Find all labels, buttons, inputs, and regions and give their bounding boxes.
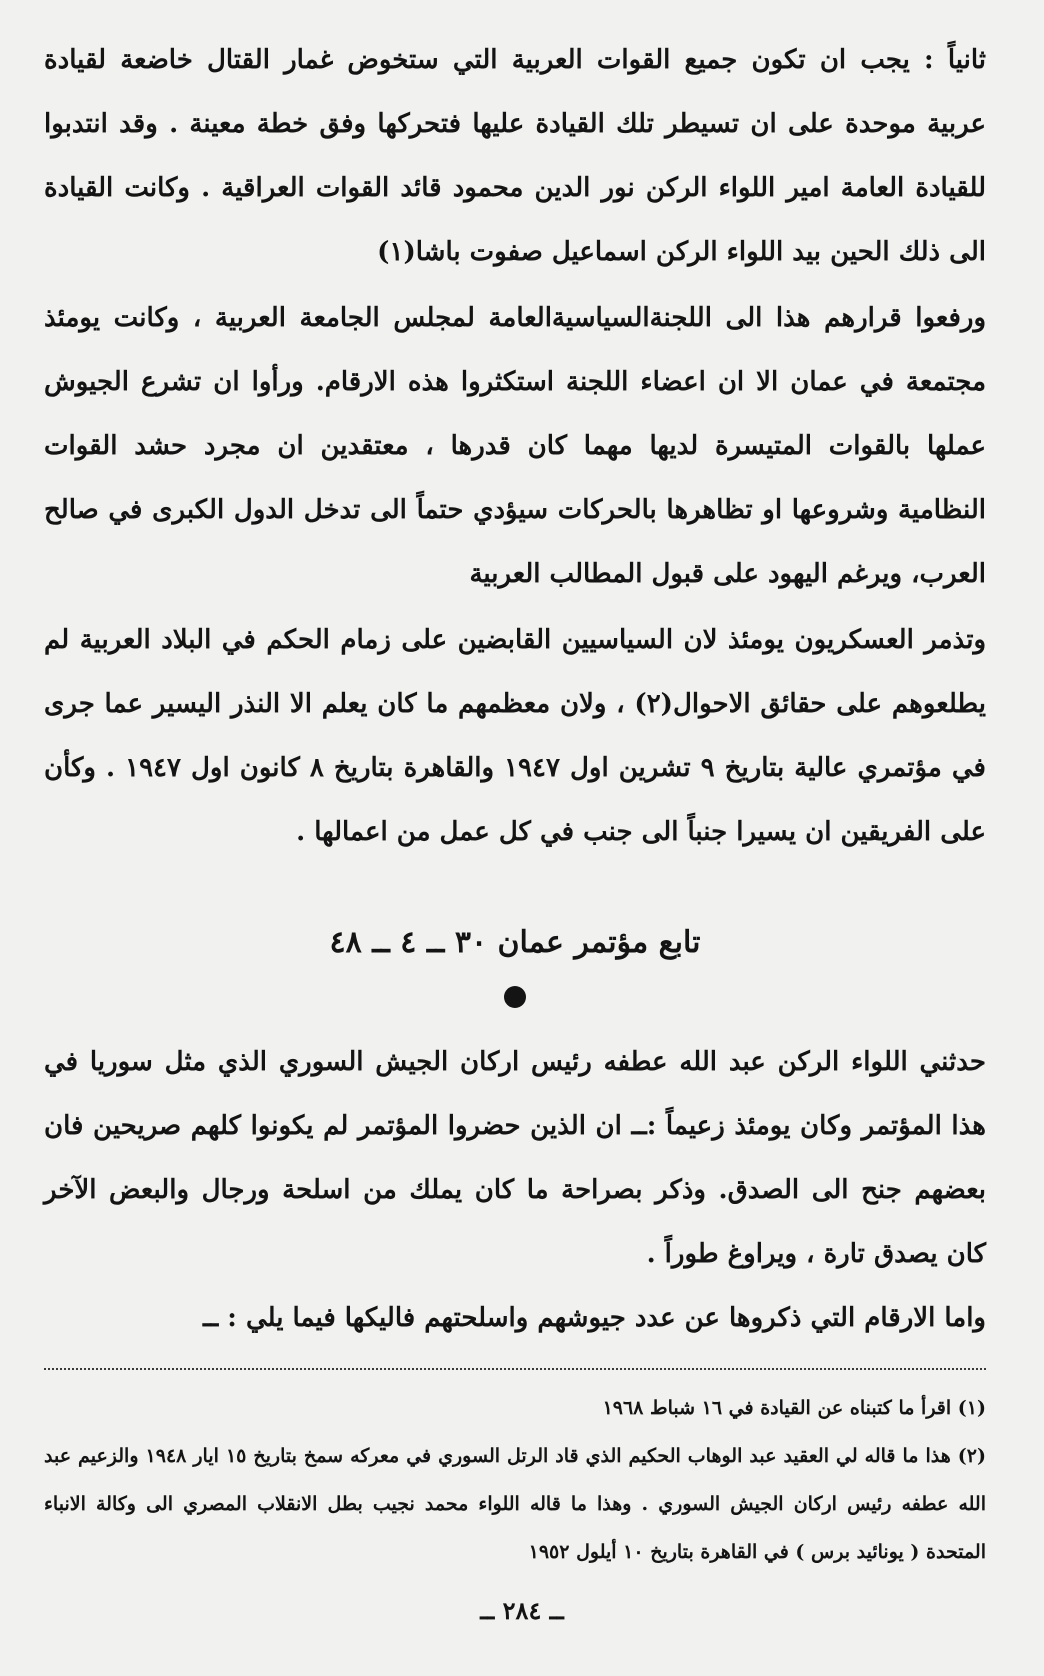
page-number: ــ ٢٨٤ ــ xyxy=(480,1596,564,1625)
footnote-1: (١) اقرأ ما كتبناه عن القيادة في ١٦ شباط ١٩٦٨ xyxy=(602,1397,986,1419)
footnote-2: (٢) هذا ما قاله لي العقيد عبد الوهاب الحكيم الذي قاد الرتل السوري في معركه سمخ بتاريخ ١٥ ايار ١٩٤٨ والزعيم عبد الله عطفه رئيس اركان الجيش السوري . وهذا ما قاله اللواء محمد نجيب بطل الانقلاب المصري الى وكالة الانباء المتحدة ( يونائيد برس ) في القاهرة بتاريخ ١٠ أيلول ١٩٥٢ xyxy=(44,1445,987,1563)
paragraph-political-committee: ورفعوا قرارهم هذا الى اللجنةالسياسيةالعامة لمجلس الجامعة العربية ، وكانت يومئذ مجتمعة في عمان الا ان اعضاء اللجنة استكثروا هذه الارقام. ورأوا ان تشرع الجيوش عملها بالقوات المتيسرة لديها مهما كان قدرها ، معتقدين ان مجرد حشد القوات النظامية وشروعها او تظاهرها بالحركات سيؤدي حتماً الى تدخل الدول الكبرى في صالح العرب، ويرغم اليهود على قبول المطالب العربية xyxy=(44,303,986,589)
paragraph-military-discontent: وتذمر العسكريون يومئذ لان السياسيين القابضين على زمام الحكم في البلاد العربية لم يطلعوهم على حقائق الاحوال(٢) ، ولان معظمهم ما كان يعلم الا النذر اليسير عما جرى في مؤتمري عالية بتاريخ ٩ تشرين اول ١٩٤٧ والقاهرة بتاريخ ٨ كانون اول ١٩٤٧ . وكأن على الفريقين ان يسيرا جنباً الى جنب في كل عمل من اعمالها . xyxy=(44,625,986,847)
bullet-dot-icon xyxy=(504,986,526,1008)
footnote-divider xyxy=(44,1368,986,1370)
paragraph-figures-intro: واما الارقام التي ذكروها عن عدد جيوشهم واسلحتهم فاليكها فيما يلي : ــ xyxy=(203,1303,986,1333)
section-heading: تابع مؤتمر عمان ٣٠ ــ ٤ ــ ٤٨ xyxy=(329,925,701,960)
paragraph-unified-command: ثانياً : يجب ان تكون جميع القوات العربية التي ستخوض غمار القتال خاضعة لقيادة عربية موحدة على ان تسيطر تلك القيادة عليها فتحركها وفق خطة معينة . وقد انتدبوا للقيادة العامة امير اللواء الركن نور الدين محمود قائد القوات العراقية . وكانت القيادة الى ذلك الحين بيد اللواء الركن اسماعيل صفوت باشا(١) xyxy=(44,45,986,267)
paragraph-atfeh-account: حدثني اللواء الركن عبد الله عطفه رئيس اركان الجيش السوري الذي مثل سوريا في هذا المؤتمر وكان يومئذ زعيماً :ــ ان الذين حضروا المؤتمر لم يكونوا كلهم صريحين فان بعضهم جنح الى الصدق. وذكر بصراحة ما كان يملك من اسلحة ورجال والبعض الآخر كان يصدق تارة ، ويراوغ طوراً . xyxy=(44,1047,986,1269)
